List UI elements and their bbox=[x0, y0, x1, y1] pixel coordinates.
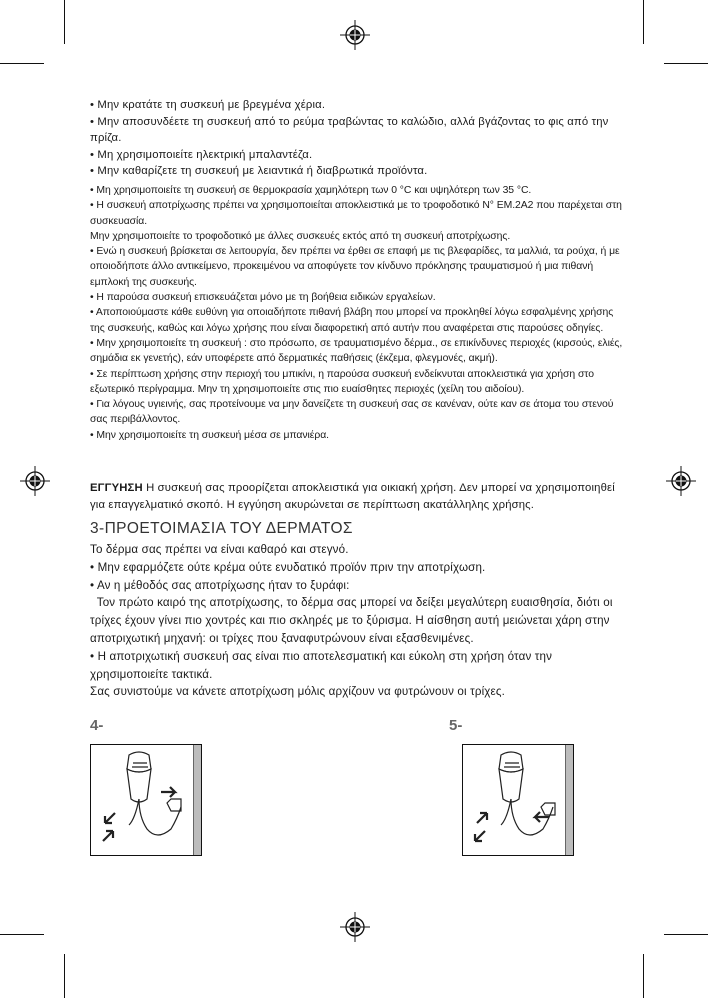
safety-line: Μην χρησιμοποιείτε το τροφοδοτικό με άλλες συσκευές εκτός από τη συσκευή αποτρίχωσης. bbox=[90, 230, 511, 242]
crop-mark bbox=[664, 934, 708, 935]
wall-socket bbox=[193, 745, 201, 855]
safety-line: • Μην καθαρίζετε τη συσκευή με λειαντικά ή διαβρωτικά προϊόντα. bbox=[90, 165, 428, 178]
crop-mark bbox=[0, 63, 44, 64]
safety-line: • Μη χρησιμοποιείτε τη συσκευή σε θερμοκρασία χαμηλότερη των 0 °C και υψηλότερη των 35 °C. bbox=[90, 185, 532, 196]
epilator-plug-in-illustration-icon bbox=[91, 745, 193, 855]
figure-number: 4- bbox=[90, 717, 104, 734]
safety-line: • Μην χρησιμοποιείτε τη συσκευή : στο πρόσωπο, σε τραυματισμένο δέρμα., σε επικίνδυνες περιοχές (κιρσούς, ελιές, σημάδια εκ γενετής), εάν υποφέρετε από δερματικές παθήσεις (έκζεμα, φλεγμονές, ακμή). bbox=[90, 337, 626, 365]
registration-mark-right-icon bbox=[666, 466, 696, 496]
wall-socket bbox=[565, 745, 573, 855]
section-line: Σας συνιστούμε να κάνετε αποτρίχωση μόλις αρχίζουν να φυτρώνουν οι τρίχες. bbox=[90, 685, 505, 699]
safety-instructions-small bbox=[90, 183, 630, 443]
registration-mark-bottom-icon bbox=[340, 912, 370, 942]
section-line: • Η αποτριχωτική συσκευή σας είναι πιο αποτελεσματική και εύκολη στη χρήση όταν την χρησιμοποιείτε τακτικά. bbox=[90, 649, 556, 681]
section-line: Τον πρώτο καιρό της αποτρίχωσης, το δέρμα σας μπορεί να δείξει μεγαλύτερη ευαισθησία, διότι οι τρίχες έχουν γίνει πιο χοντρές και πιο σκληρές με το ξύρισμα. Η αίσθηση αυτή μειώνεται χάρη στην αποτριχωτική μηχανή: οι τρίχες που ξαναφυτρώνουν είναι εξασθενιμένες. bbox=[90, 596, 616, 645]
safety-line: • Σε περίπτωση χρήσης στην περιοχή του μπικίνι, η παρούσα συσκευή ενδείκνυται αποκλειστικά για χρήση στο εξωτερικό περίγραμμα. Μην τη χρησιμοποιείτε στις πιο ευαίσθητες περιοχές (χείλη του αιδοίου). bbox=[90, 368, 597, 395]
crop-mark bbox=[643, 954, 644, 998]
registration-mark-top-icon bbox=[340, 20, 370, 50]
safety-line: • Για λόγους υγιεινής, σας προτείνουμε να μην δανείζετε τη συσκευή σας σε κανέναν, ούτε καν σε άτομα του στενού σας περιβάλλοντος. bbox=[90, 399, 617, 426]
safety-line: • Η παρούσα συσκευή επισκευάζεται μόνο με τη βοήθεια ειδικών εργαλείων. bbox=[90, 292, 436, 304]
registration-mark-left-icon bbox=[20, 466, 50, 496]
warranty-label: ΕΓΓΥΗΣΗ bbox=[90, 482, 143, 494]
warranty-text: Η συσκευή σας προορίζεται αποκλειστικά για οικιακή χρήση. Δεν μπορεί να χρησιμοποιηθεί για επαγγελματικό σκοπό. Η εγγύηση ακυρώνεται σε περίπτωση ακατάλληλης χρήσης. bbox=[90, 482, 619, 511]
figure-4-frame bbox=[90, 744, 202, 856]
figure-5-frame bbox=[462, 744, 574, 856]
section-line: • Μην εφαρμόζετε ούτε κρέμα ούτε ενυδατικό προϊόν πριν την αποτρίχωση. bbox=[90, 560, 486, 574]
safety-line: • Μην κρατάτε τη συσκευή με βρεγμένα χέρια. bbox=[90, 99, 326, 111]
epilator-unplug-illustration-icon bbox=[463, 745, 565, 855]
section-3-body bbox=[90, 541, 630, 701]
crop-mark bbox=[64, 954, 65, 998]
safety-line: • Ενώ η συσκευή βρίσκεται σε λειτουργία, δεν πρέπει να έρθει σε επαφή με τις βλεφαρίδες, τα μαλλιά, τα ρούχα, ή με οποιοδήποτε άλλο αντικείμενο, προκειμένου να αποφύγετε τον κίνδυνο πρόκλησης τραυματισμού ή μια πιθανή εμπλοκή της συσκευής. bbox=[90, 246, 623, 288]
section-line: • Αν η μέθοδός σας αποτρίχωσης ήταν το ξυράφι: bbox=[90, 578, 350, 592]
section-line: Το δέρμα σας πρέπει να είναι καθαρό και στεγνό. bbox=[90, 543, 349, 556]
crop-mark bbox=[0, 934, 44, 935]
safety-instructions-large bbox=[90, 97, 630, 180]
warranty-block bbox=[90, 480, 630, 513]
crop-mark bbox=[643, 0, 644, 44]
safety-line: • Μη χρησιμοποιείτε ηλεκτρική μπαλαντέζα. bbox=[90, 148, 313, 161]
safety-line: • Η συσκευή αποτρίχωσης πρέπει να χρησιμοποιείται αποκλειστικά με το τροφοδοτικό N° EM.2A2 που παρέχεται στη συσκευασία. bbox=[90, 200, 625, 227]
safety-line: • Αποποιούμαστε κάθε ευθύνη για οποιαδήποτε πιθανή βλάβη που μπορεί να προκληθεί λόγω εσφαλμένης χρήσης της συσκευής, καθώς και λόγω χρήσης που είναι διαφορετική από αυτήν που αναφέρεται στις παρούσες οδηγίες. bbox=[90, 307, 617, 334]
figure-number: 5- bbox=[449, 717, 463, 734]
crop-mark bbox=[64, 0, 65, 44]
crop-mark bbox=[664, 63, 708, 64]
safety-line: • Μην αποσυνδέετε τη συσκευή από το ρεύμα τραβώντας το καλώδιο, αλλά βγάζοντας το φις από την πρίζα. bbox=[90, 115, 612, 145]
safety-line: • Μην χρησιμοποιείτε τη συσκευή μέσα σε μπανιέρα. bbox=[90, 429, 330, 441]
section-heading: 3-ΠΡΟΕΤΟΙΜΑΣΙΑ ΤΟΥ ΔΕΡΜΑΤΟΣ bbox=[90, 520, 353, 537]
